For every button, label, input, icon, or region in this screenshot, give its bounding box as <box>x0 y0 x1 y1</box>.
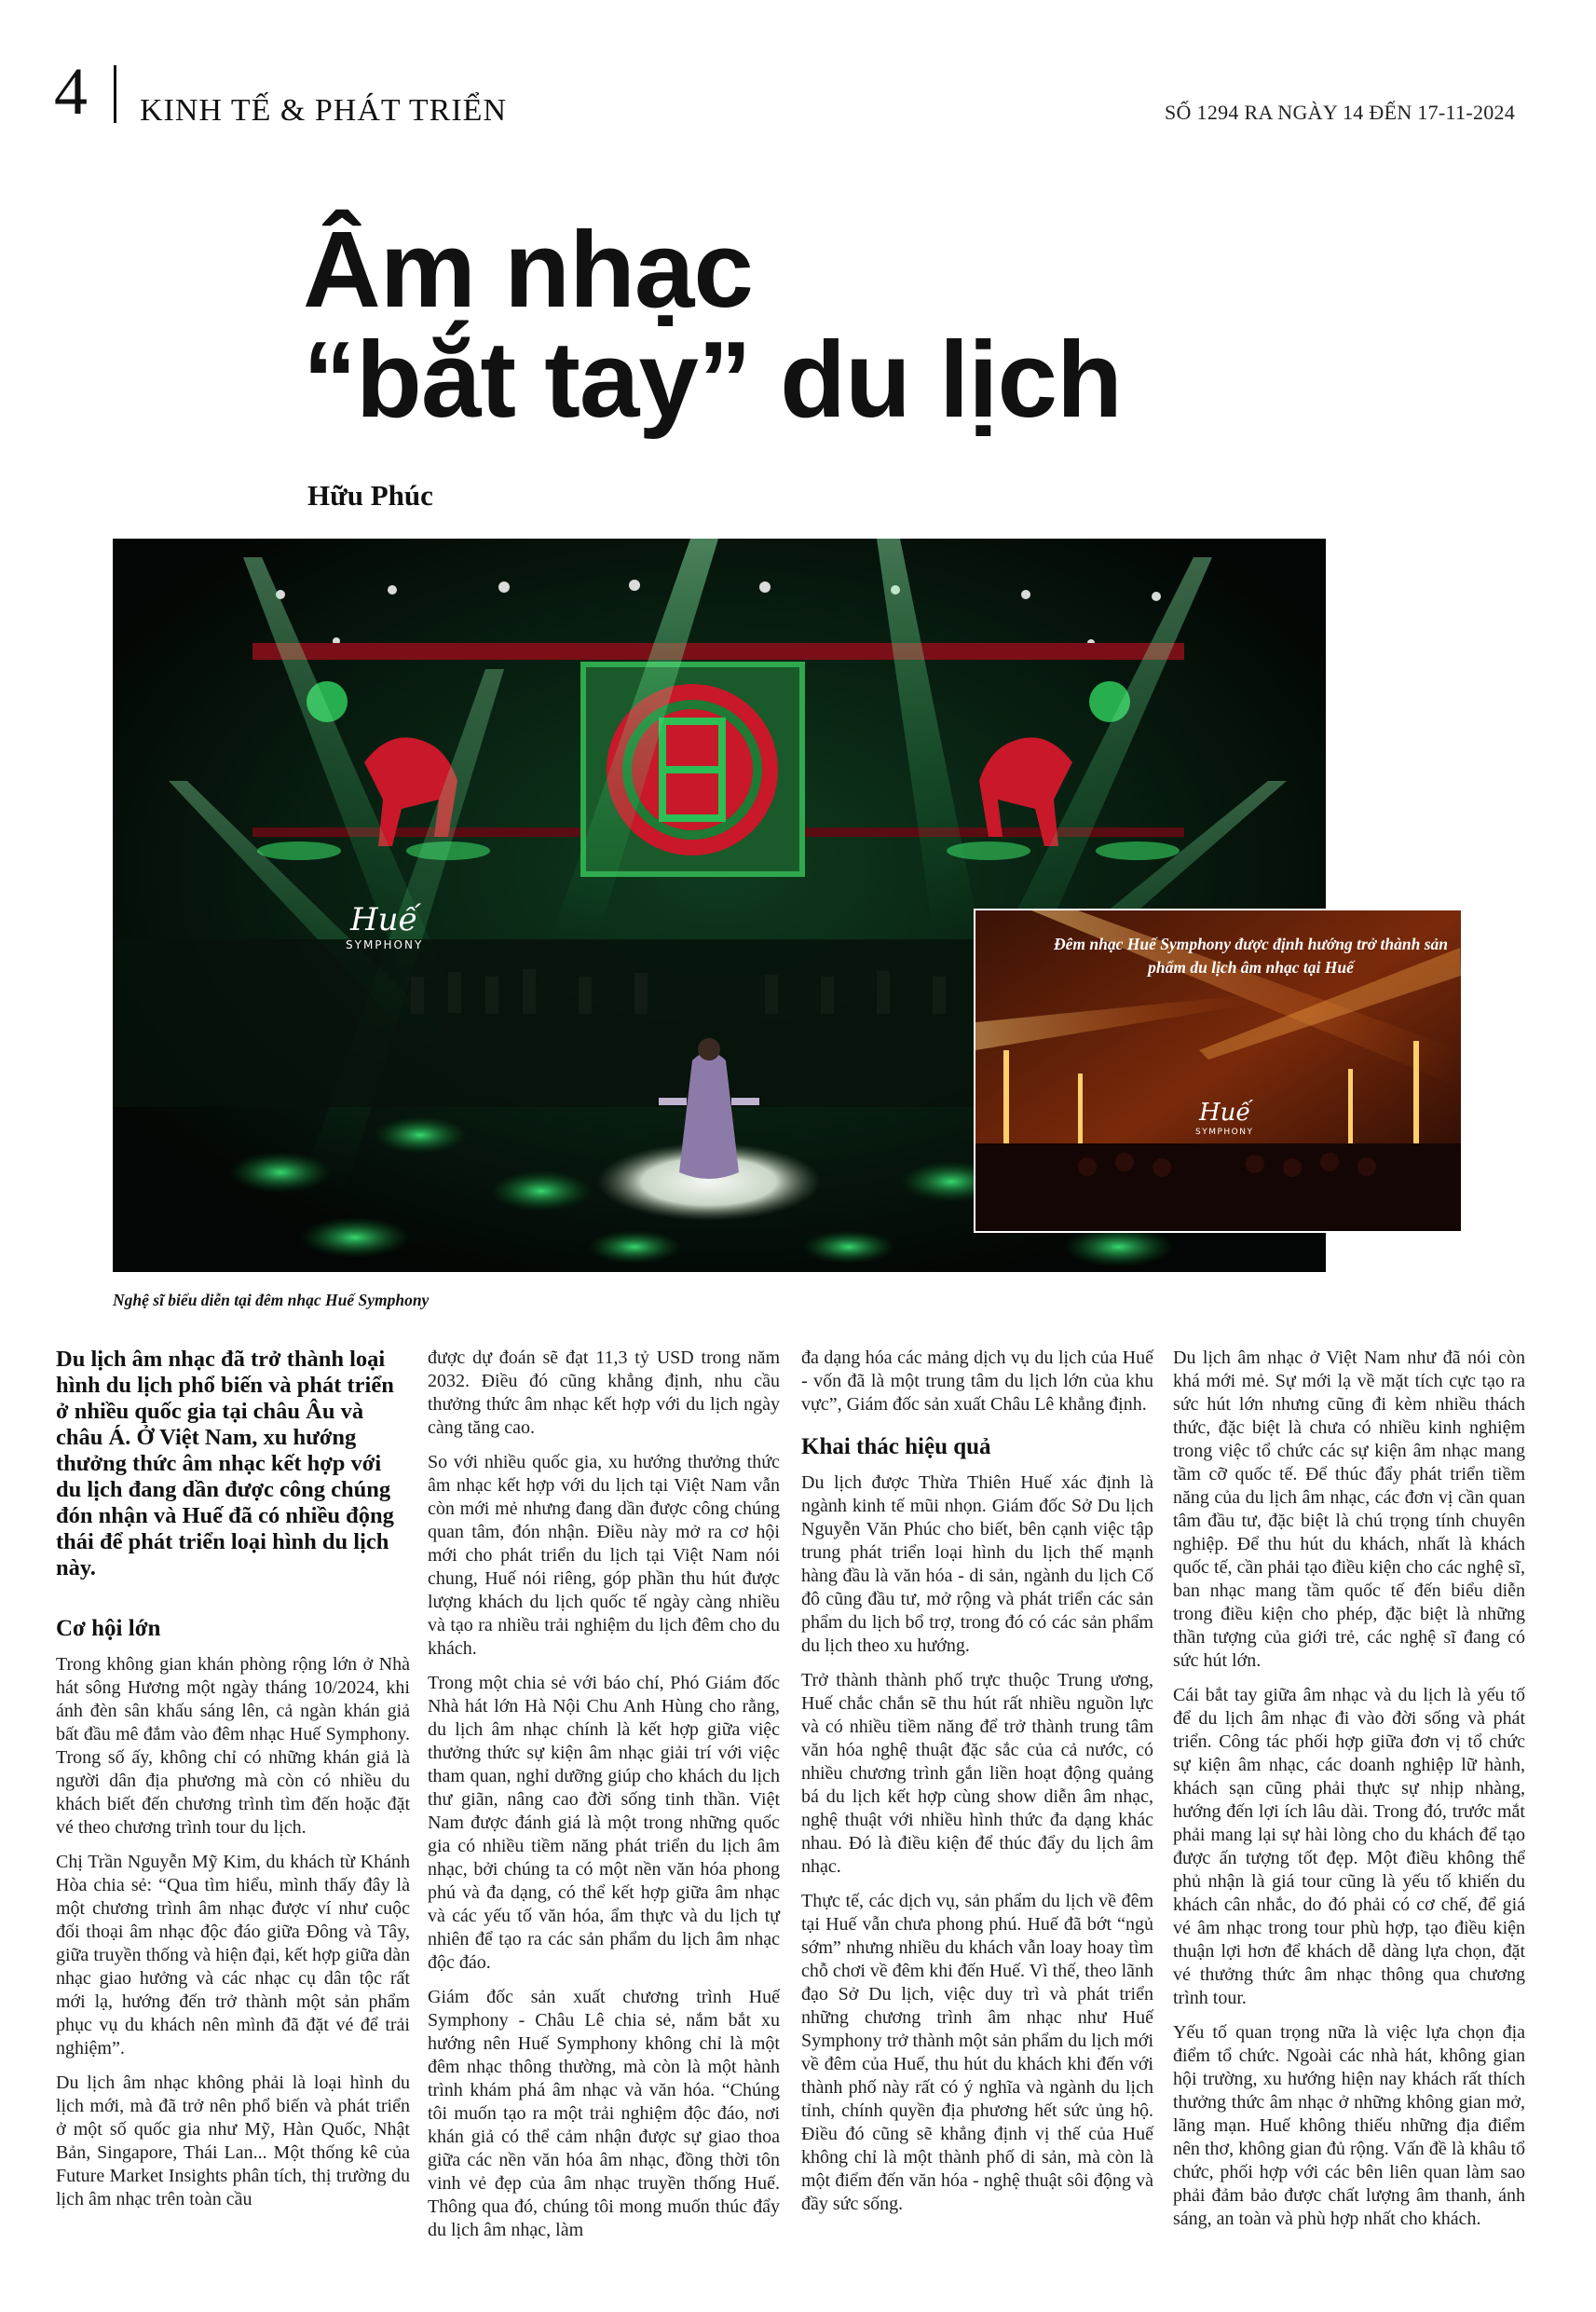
body-paragraph: Trong một chia sẻ với báo chí, Phó Giám đốc Nhà hát lớn Hà Nội Chu Anh Hùng cho rằng, du lịch âm nhạc chính là kết hợp giữa việc thưởng thức sự kiện âm nhạc giải trí với việc tham quan, nghỉ dưỡng giúp cho khách du lịch thư giãn, nâng cao đời sống tinh thần. Việt Nam được đánh giá là một trong những quốc gia có nhiều tiềm năng phát triển du lịch âm nhạc, bởi chúng ta có một nền văn hóa phong phú và đa dạng, có thể kết hợp giữa âm nhạc và các yếu tố văn hóa, ẩm thực và du lịch tự nhiên để tạo ra các sản phẩm du lịch âm nhạc độc đáo. <box>428 1673 780 1973</box>
title-line-2: “bắt tay” du lịch <box>303 319 1122 440</box>
header-divider <box>114 65 116 123</box>
author-byline: Hữu Phúc <box>307 479 433 512</box>
subheading-opportunity: Cơ hội lớn <box>56 1616 161 1641</box>
main-photo-logo-script: Huế <box>350 901 418 938</box>
main-photo-logo-text: SYMPHONY <box>346 938 424 951</box>
page-number: 4 <box>54 54 88 129</box>
body-paragraph: Trở thành thành phố trực thuộc Trung ương, Huế chắc chắn sẽ thu hút rất nhiều nguồn lực và có nhiều tiềm năng để trở thành trung tâm văn hóa nghệ thuật đặc sắc của cả nước, có nhiều chương trình gắn liền hoạt động quảng bá du lịch kết hợp cùng show diễn âm nhạc, nghệ thuật với nhiều hình thức đa dạng khác nhau. Đó là điều kiện để thúc đẩy du lịch âm nhạc. <box>801 1670 1153 1877</box>
body-paragraph: So với nhiều quốc gia, xu hướng thưởng thức âm nhạc kết hợp với du lịch tại Việt Nam vẫn còn mới mẻ nhưng đang dần được công chúng quan tâm, đón nhận. Điều này mở ra cơ hội mới cho phát triển du lịch tại Việt Nam nói chung, Huế nói riêng, góp phần thu hút được lượng khách du lịch quốc tế ngày càng nhiều và tạo ra nhiều trải nghiệm du lịch đêm cho du khách. <box>428 1452 780 1659</box>
body-paragraph: Du lịch âm nhạc không phải là loại hình du lịch mới, mà đã trở nên phổ biến và phát triển ở một số quốc gia như Mỹ, Hàn Quốc, Nhật Bản, Singapore, Thái Lan... Một thống kê của Future Market Insights phân tích, thị trường du lịch âm nhạc trên toàn cầu <box>56 2073 410 2209</box>
title-line-1: Âm nhạc <box>303 209 753 330</box>
body-paragraph: Du lịch được Thừa Thiên Huế xác định là ngành kinh tế mũi nhọn. Giám đốc Sở Du lịch Nguyễn Văn Phúc cho biết, bên cạnh việc tập trung phát triển loại hình du lịch thế mạnh hàng đầu là văn hóa - di sản, ngành du lịch Cố đô cũng đầu tư, mở rộng và phát triển các sản phẩm du lịch bổ trợ, trong đó có các sản phẩm du lịch theo xu hướng. <box>801 1472 1153 1656</box>
issue-info: SỐ 1294 RA NGÀY 14 ĐẾN 17-11-2024 <box>1165 101 1516 124</box>
inset-photo-caption: Đêm nhạc Huế Symphony được định hướng trở thành sản phẩm du lịch âm nhạc tại Huế <box>1053 935 1449 977</box>
inset-photo-logo-script: Huế <box>1199 1099 1251 1127</box>
body-paragraph: Du lịch âm nhạc ở Việt Nam như đã nói còn khá mới mẻ. Sự mới lạ về mặt tích cực tạo ra sức hút lớn nhưng cũng đi kèm nhiều thách thức, đặc biệt là chưa có nhiều kinh nghiệm trong việc tổ chức các sự kiện âm nhạc mang tầm cỡ quốc tế. Để thúc đẩy phát triển tiềm năng của du lịch âm nhạc, các đơn vị cần quan tâm đầu tư, đặc biệt là chú trọng tính chuyên nghiệp. Để thu hút du khách, nhất là khách quốc tế, cần phải tạo điều kiện cho các nghệ sĩ, ban nhạc mang tầm quốc tế đến biểu diễn trong điều kiện cho phép, đặc biệt là những thần tượng của giới trẻ, các nghệ sĩ đang có sức hút lớn. <box>1173 1348 1525 1671</box>
section-name: KINH TẾ & PHÁT TRIỂN <box>140 93 507 128</box>
column-1 <box>56 1347 410 2223</box>
body-paragraph: Thực tế, các dịch vụ, sản phẩm du lịch về đêm tại Huế vẫn chưa phong phú. Huế đã bớt “ngủ sớm” nhưng nhiều du khách vẫn loay hoay tìm chỗ chơi về đêm khi đến Huế. Vì thế, theo lãnh đạo Sở Du lịch, việc duy trì và phát triển những chương trình âm nhạc như Huế Symphony trở thành một sản phẩm du lịch mới về đêm của Huế, thu hút du khách khi đến với thành phố này rất có ý nghĩa và ngành du lịch tỉnh, chính quyền địa phương hết sức ủng hộ. Điều đó cũng sẽ khẳng định vị thế của Huế không chỉ là một thành phố di sản, mà còn là một điểm đến văn hóa - nghệ thuật sôi động và đầy sức sống. <box>801 1891 1153 2214</box>
lead-paragraph: Du lịch âm nhạc đã trở thành loại hình du lịch phổ biến và phát triển ở nhiều quốc gia tại châu Âu và châu Á. Ở Việt Nam, xu hướng thưởng thức âm nhạc kết hợp với du lịch đang dần được công chúng đón nhận và Huế đã có nhiều động thái để phát triển loại hình du lịch này. <box>56 1347 394 1580</box>
body-paragraph: Giám đốc sản xuất chương trình Huế Symphony - Châu Lê chia sẻ, nắm bắt xu hướng nên Huế Symphony không chỉ là một đêm nhạc thông thường, mà còn là một hành trình khám phá âm nhạc và văn hóa. “Chúng tôi muốn tạo ra một trải nghiệm độc đáo, nơi khán giả có thể cảm nhận được sự giao thoa giữa các nền văn hóa âm nhạc, đồng thời tôn vinh vẻ đẹp của âm nhạc truyền thống Huế. Thông qua đó, chúng tôi mong muốn thúc đẩy du lịch âm nhạc, làm <box>428 1987 780 2240</box>
body-paragraph: Trong không gian khán phòng rộng lớn ở Nhà hát sông Hương một ngày tháng 10/2024, khi ánh đèn sân khấu sáng lên, cả ngàn khán giả bất đầu mê đắm vào đêm nhạc Huế Symphony. Trong số ấy, không chỉ có những khán giả là người dân địa phương mà còn có nhiều du khách biết đến chương trình tìm đến hoặc đặt vé theo chương trình tour du lịch. <box>56 1654 410 1838</box>
main-photo-caption: Nghệ sĩ biểu diễn tại đêm nhạc Huế Symphony <box>113 1291 430 1309</box>
body-paragraph: được dự đoán sẽ đạt 11,3 tỷ USD trong năm 2032. Điều đó cũng khẳng định, nhu cầu thưởng thức âm nhạc kết hợp với du lịch ngày càng tăng cao. <box>428 1348 780 1438</box>
body-paragraph: đa dạng hóa các mảng dịch vụ du lịch của Huế - vốn đã là một trung tâm du lịch lớn của khu vực”, Giám đốc sản xuất Châu Lê khẳng định. <box>801 1348 1153 1415</box>
body-paragraph: Cái bắt tay giữa âm nhạc và du lịch là yếu tố để du lịch âm nhạc đi vào đời sống và phát triển. Công tác phối hợp giữa đơn vị tổ chức sự kiện âm nhạc, các doanh nghiệp lữ hành, khách sạn cũng phải thực sự nhịp nhàng, hướng đến lợi ích lâu dài. Trong đó, trước mắt phải mang lại sự hài lòng cho du khách để tạo được ấn tượng tốt đẹp. Một điều không thể phủ nhận là giá tour cũng là yếu tố khiến du khách cân nhắc, do đó phải có cơ chế, để giá vé âm nhạc trong tour phù hợp, tạo điều kiện thuận lợi hơn để khách dễ dàng lựa chọn, đặt vé thưởng thức âm nhạc thông qua chương trình tour. <box>1173 1685 1525 2008</box>
inset-photo-logo-text: SYMPHONY <box>1195 1128 1254 1137</box>
body-paragraph: Chị Trần Nguyễn Mỹ Kim, du khách từ Khánh Hòa chia sẻ: “Qua tìm hiểu, mình thấy đây là một chương trình âm nhạc được ví như cuộc đối thoại âm nhạc độc đáo giữa Đông và Tây, giữa truyền thống và hiện đại, kết hợp giữa dàn nhạc giao hưởng và các nhạc cụ dân tộc rất mới lạ, hướng đến trở thành một sản phẩm phục vụ du khách nên mình đã đặt vé để trải nghiệm”. <box>56 1852 410 2059</box>
column-2 <box>428 1347 780 2253</box>
article-title <box>303 209 1421 440</box>
subheading-effective-use: Khai thác hiệu quả <box>801 1434 991 1459</box>
body-paragraph: Yếu tố quan trọng nữa là việc lựa chọn địa điểm tổ chức. Ngoài các nhà hát, không gian hội trường, xu hướng hiện nay khách rất thích thưởng thức âm nhạc ở những không gian mở, lãng mạn. Huế không thiếu những địa điểm nên thơ, không gian đủ rộng. Vấn đề là khâu tổ chức, phối hợp với các bên liên quan làm sao phải đảm bảo được chất lượng âm thanh, ánh sáng, an toàn và phù hợp nhất cho khách. <box>1173 2022 1525 2229</box>
column-3 <box>801 1347 1153 2227</box>
column-4 <box>1173 1347 1525 2242</box>
